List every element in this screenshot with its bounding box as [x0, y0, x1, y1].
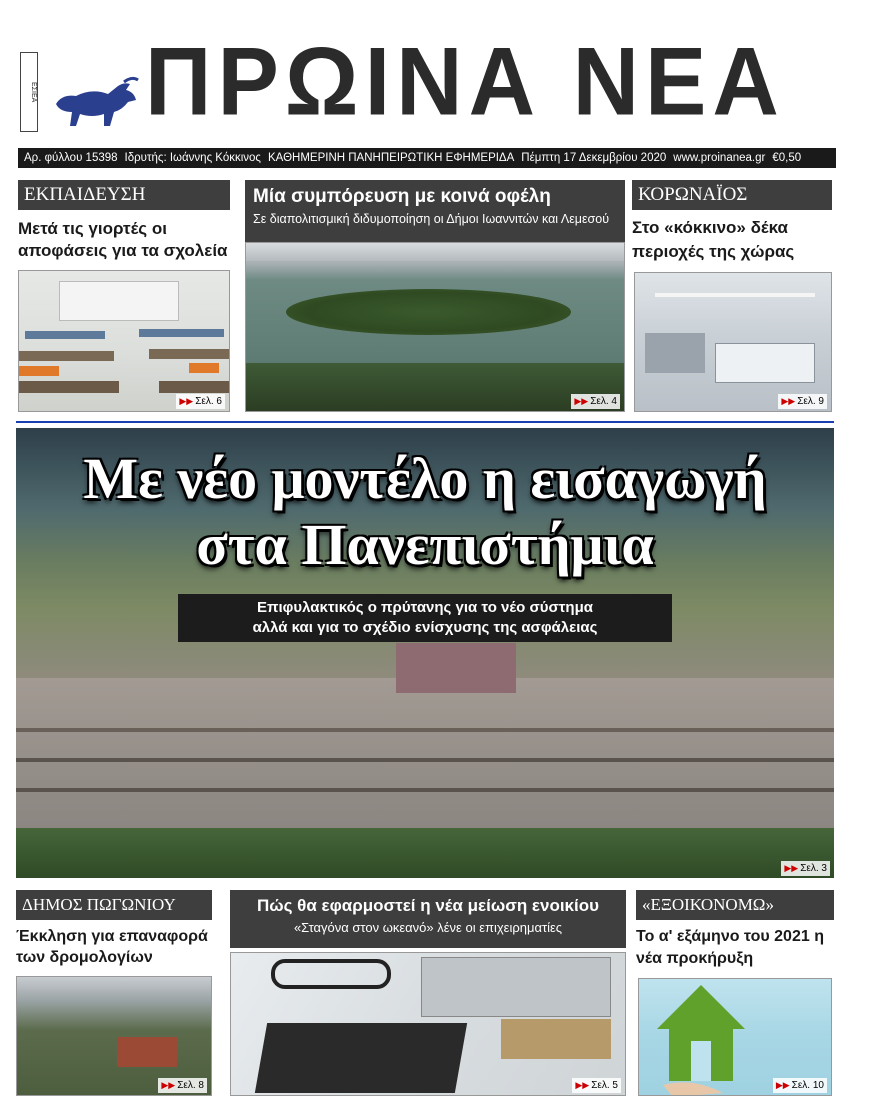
main-subhead-line1: Επιφυλακτικός ο πρύτανης για το νέο σύστημα — [257, 599, 593, 616]
website-link[interactable]: www.proinanea.gr — [673, 152, 766, 164]
article-headline[interactable]: Πώς θα εφαρμοστεί η νέα μείωση ενοικίου — [256, 896, 600, 915]
article-headline[interactable]: Έκκληση για επαναφορά των δρομολογίων — [16, 928, 208, 966]
article-exoikonomo[interactable] — [636, 890, 834, 1096]
issue-number: Αρ. φύλλου 15398 — [24, 152, 118, 164]
info-bar — [18, 148, 836, 168]
page-reference[interactable]: ▶▶ Σελ. 9 — [778, 394, 827, 409]
main-subhead — [178, 594, 672, 642]
house-icon — [653, 981, 749, 1096]
article-headline[interactable]: Μετά τις γιορτές οι αποφάσεις για τα σχολεία — [18, 219, 228, 260]
article-subhead: Σε διαπολιτισμική διδυμοποίηση οι Δήμοι Ιωαννιτών και Λεμεσού — [253, 212, 610, 226]
page-reference[interactable]: ▶▶ Σελ. 8 — [158, 1078, 207, 1093]
page-reference[interactable]: ▶▶ Σελ. 6 — [176, 394, 225, 409]
masthead-title: ΠΡΩΙΝΑ ΝΕΑ — [145, 28, 785, 136]
price: €0,50 — [772, 152, 802, 164]
main-headline-line2: στα Πανεπιστήμια — [196, 512, 654, 577]
calculator-money-photo — [230, 952, 626, 1096]
article-pogoni[interactable] — [16, 890, 212, 1096]
article-headline[interactable]: Το α' εξάμηνο του 2021 η νέα προκήρυξη — [636, 928, 824, 967]
divider-rule — [16, 421, 834, 423]
classroom-photo — [18, 270, 230, 412]
issue-date: Πέμπτη 17 Δεκεμβρίου 2020 — [521, 152, 667, 164]
esiea-badge: ΕΣΙΕΑ — [20, 52, 38, 132]
main-subhead-line2: αλλά και για το σχέδιο ενίσχυσης της ασφάλειας — [252, 619, 598, 636]
page-reference[interactable]: ▶▶ Σελ. 5 — [572, 1078, 621, 1093]
section-label: ΕΚΠΑΙΔΕΥΣΗ — [18, 180, 230, 210]
village-photo — [16, 976, 212, 1096]
hospital-icu-photo — [634, 272, 832, 412]
tagline: ΚΑΘΗΜΕΡΙΝΗ ΠΑΝΗΠΕΙΡΩΤΙΚΗ ΕΦΗΜΕΡΙΔΑ — [267, 152, 515, 164]
main-headline[interactable] — [16, 446, 834, 578]
article-education[interactable] — [18, 180, 230, 412]
page-reference[interactable]: ▶▶ Σελ. 10 — [773, 1078, 827, 1093]
page-reference[interactable]: ▶▶ Σελ. 4 — [571, 394, 620, 409]
main-headline-line1: Με νέο μοντέλο η εισαγωγή — [83, 446, 767, 511]
article-header — [230, 890, 626, 948]
section-label: «ΕΞΟΙΚΟΝΟΜΩ» — [636, 890, 834, 920]
lake-island-photo — [245, 242, 625, 412]
article-header — [245, 180, 625, 242]
article-rent[interactable] — [230, 890, 626, 1096]
article-subhead: «Σταγόνα στον ωκεανό» λένε οι επιχειρηματίες — [293, 920, 563, 935]
section-label: ΔΗΜΟΣ ΠΩΓΩΝΙΟΥ — [16, 890, 212, 920]
green-house-photo — [638, 978, 832, 1096]
page-reference[interactable]: ▶▶ Σελ. 3 — [781, 861, 830, 876]
section-label: ΚΟΡΩΝΑΪΟΣ — [632, 180, 832, 210]
article-coronavirus[interactable] — [632, 180, 832, 412]
article-twinning[interactable] — [245, 180, 625, 412]
article-headline[interactable]: Μία συμπόρευση με κοινά οφέλη — [253, 186, 551, 207]
article-headline[interactable]: Στο «κόκκινο» δέκα περιοχές της χώρας — [632, 218, 795, 261]
main-story[interactable] — [16, 428, 834, 878]
founder: Ιδρυτής: Ιωάννης Κόκκινος — [124, 152, 261, 164]
bull-logo-icon — [52, 74, 140, 130]
